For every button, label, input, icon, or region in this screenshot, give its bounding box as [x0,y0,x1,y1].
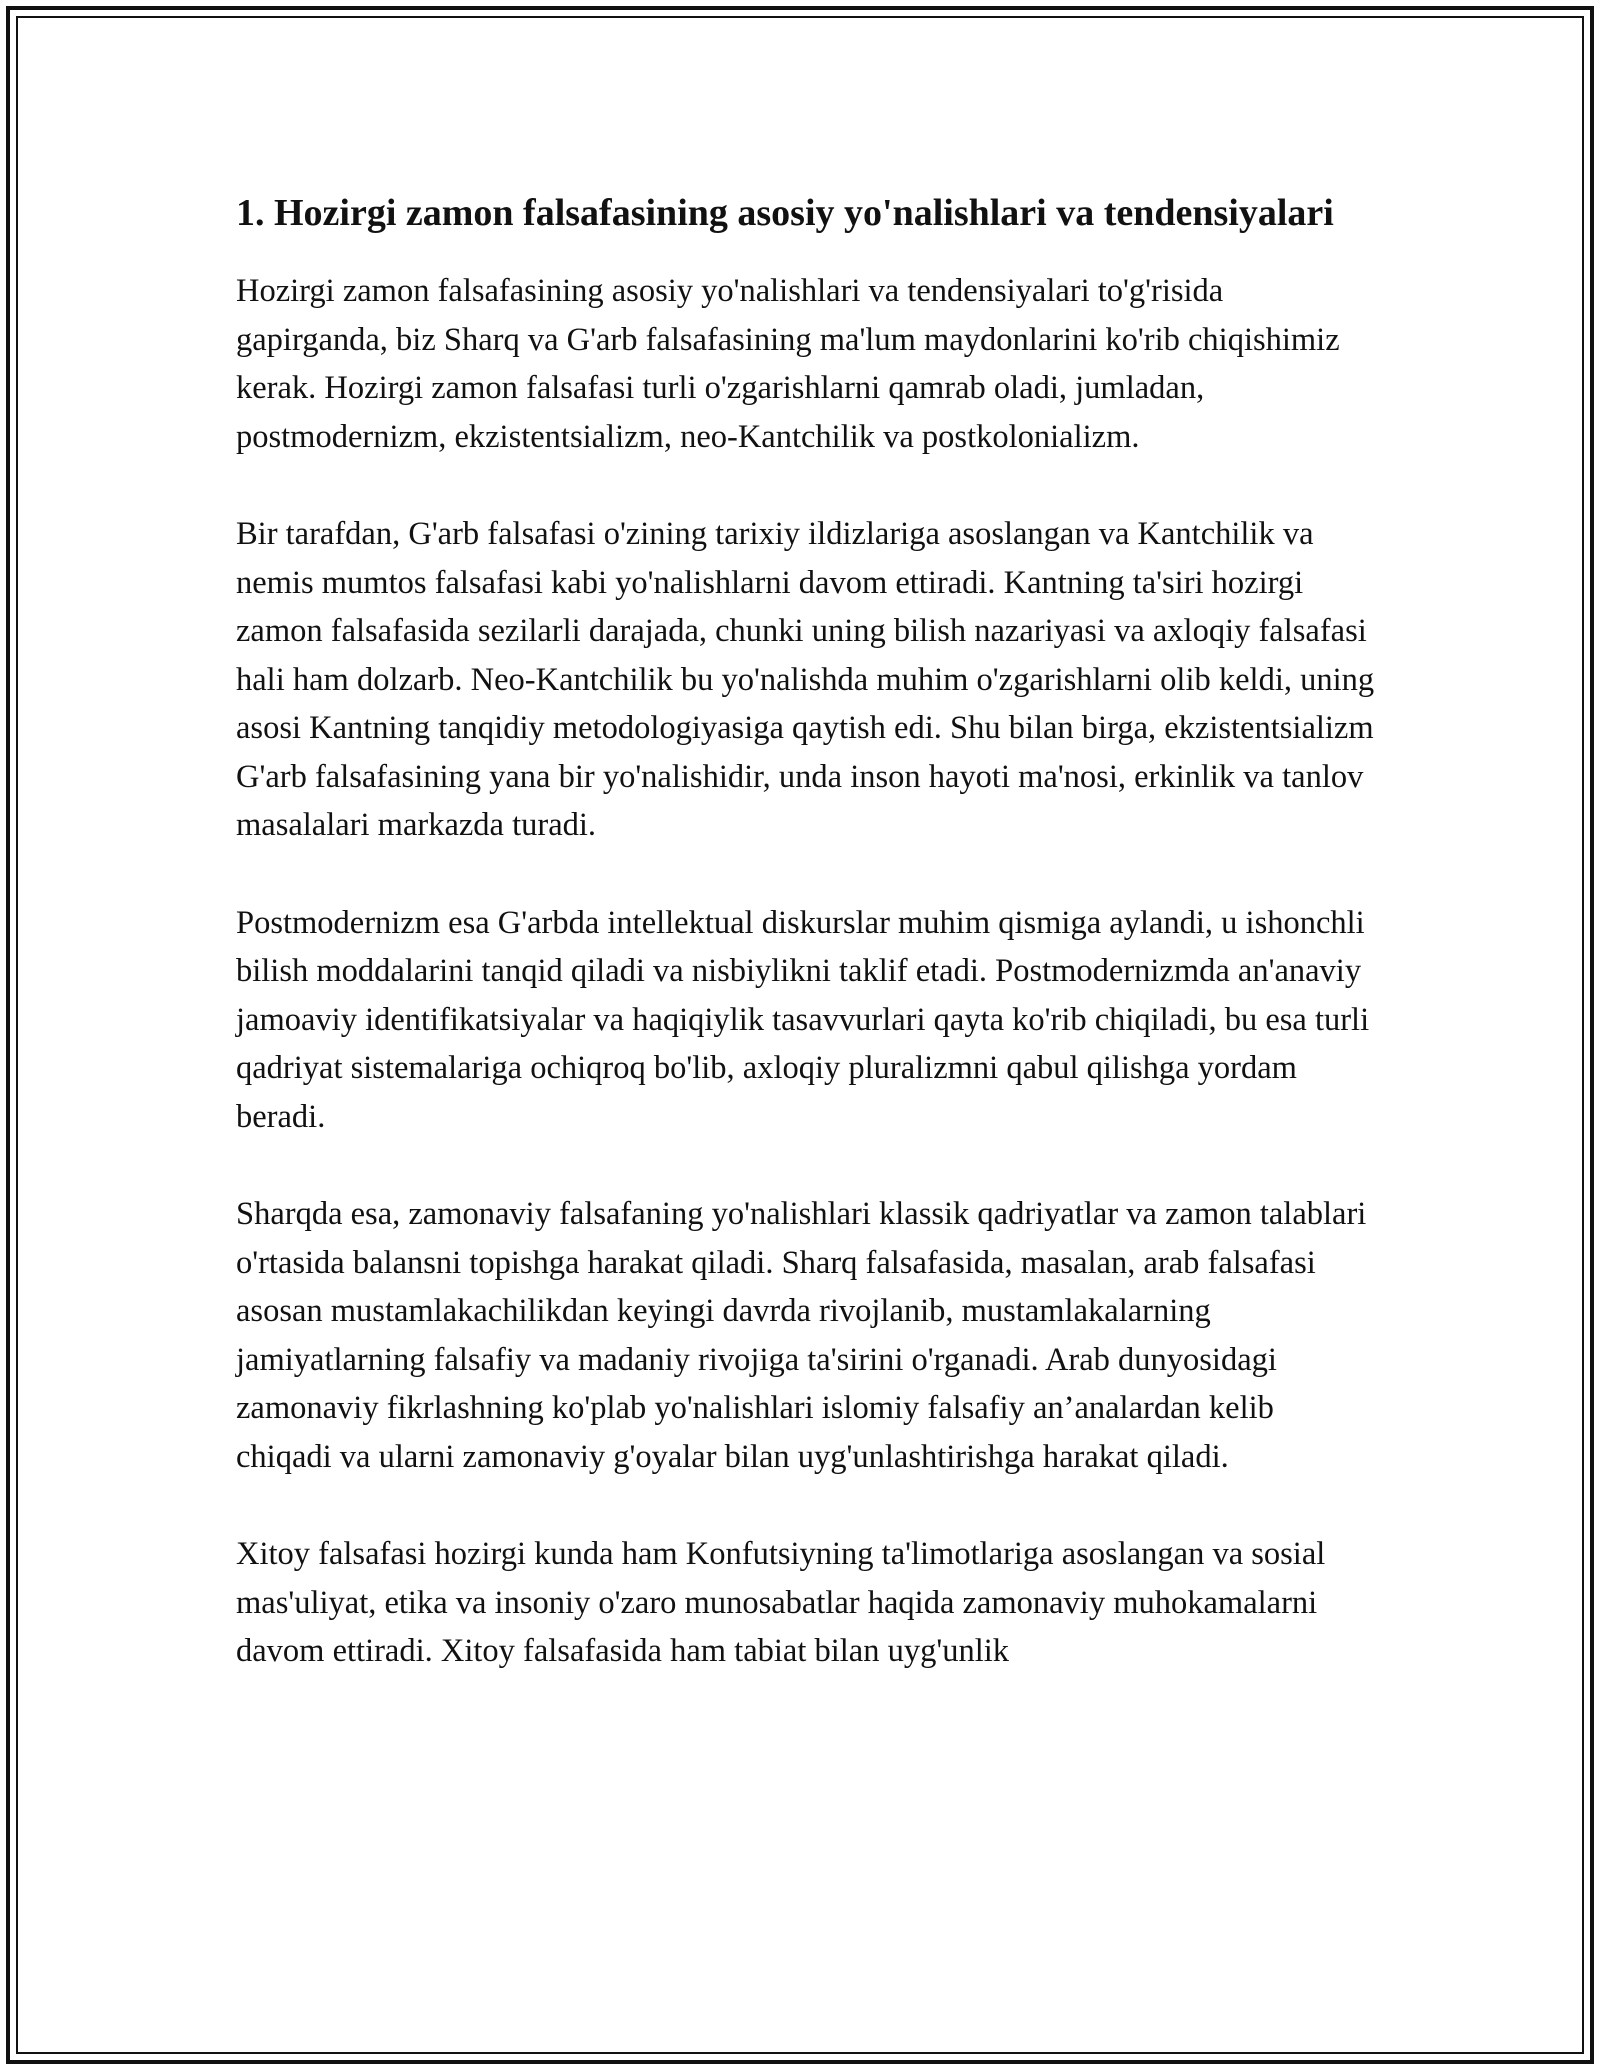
paragraph-chinese-philosophy: Xitoy falsafasi hozirgi kunda ham Konfutsiyning ta'limotlariga asoslangan va sosial mas'uliyat, etika va insoniy o'zaro munosabatlar haqida zamonaviy muhokamalarni davom ettiradi. Xitoy falsafasida ham tabiat bilan uyg'unlik [236,1536,1326,1669]
paragraph-western-philosophy: Bir tarafdan, G'arb falsafasi o'zining tarixiy ildizlariga asoslangan va Kantchilik va nemis mumtos falsafasi kabi yo'nalishlarni davom ettiradi. Kantning ta'siri hozirgi zamon falsafasida sezilarli darajada, chunki uning bilish nazariyasi va axloqiy falsafasi hali ham dolzarb. Neo-Kantchilik bu yo'nalishda muhim o'zgarishlarni olib keldi, uning asosi Kantning tanqidiy metodologiyasiga qaytish edi. Shu bilan birga, ekzistentsializm G'arb falsafasining yana bir yo'nalishidir, unda inson hayoti ma'nosi, erkinlik va tanlov masalalari markazda turadi. [236,516,1375,843]
paragraph-intro: Hozirgi zamon falsafasining asosiy yo'nalishlari va tendensiyalari to'g'risida gapirganda, biz Sharq va G'arb falsafasining ma'lum maydonlarini ko'rib chiqishimiz kerak. Hozirgi zamon falsafasi turli o'zgarishlarni qamrab oladi, jumladan, postmodernizm, ekzistentsializm, neo-Kantchilik va postkolonializm. [236,273,1340,455]
section-heading: 1. Hozirgi zamon falsafasining asosiy yo'nalishlari va tendensiyalari [236,192,1334,234]
document-body [236,186,1376,1725]
paragraph-eastern-philosophy: Sharqda esa, zamonaviy falsafaning yo'nalishlari klassik qadriyatlar va zamon talablari o'rtasida balansni topishga harakat qiladi. Sharq falsafasida, masalan, arab falsafasi asosan mustamlakachilikdan keyingi davrda rivojlanib, mustamlakalarning jamiyatlarning falsafiy va madaniy rivojiga ta'sirini o'rganadi. Arab dunyosidagi zamonaviy fikrlashning ko'plab yo'nalishlari islomiy falsafiy an’analardan kelib chiqadi va ularni zamonaviy g'oyalar bilan uyg'unlashtirishga harakat qiladi. [236,1196,1367,1475]
paragraph-postmodernism: Postmodernizm esa G'arbda intellektual diskurslar muhim qismiga aylandi, u ishonchli bilish moddalarini tanqid qiladi va nisbiylikni taklif etadi. Postmodernizmda an'anaviy jamoaviy identifikatsiyalar va haqiqiylik tasavvurlari qayta ko'rib chiqiladi, bu esa turli qadriyat sistemalariga ochiqroq bo'lib, axloqiy pluralizmni qabul qilishga yordam beradi. [236,904,1370,1135]
